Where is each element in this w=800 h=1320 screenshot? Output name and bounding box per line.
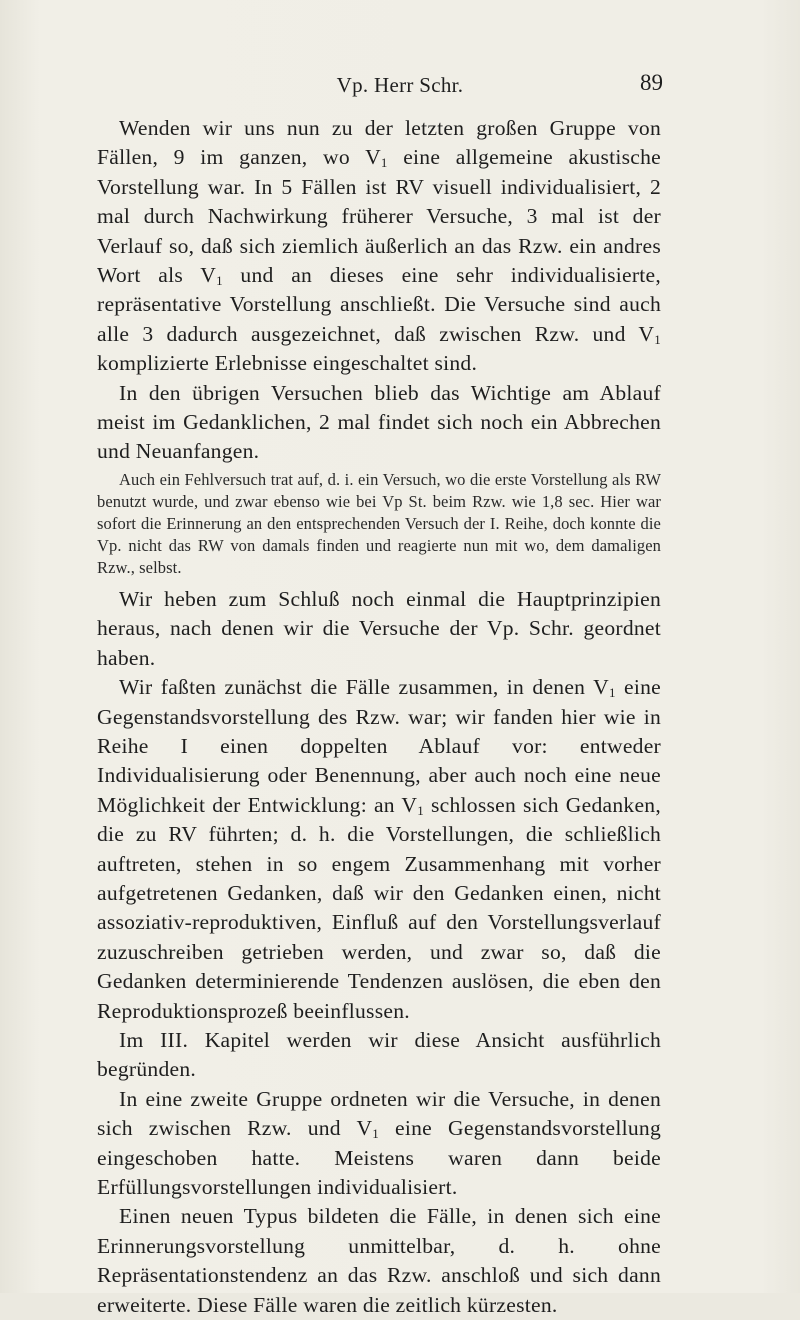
footnote-paragraph [97, 469, 661, 579]
subscript: 1 [417, 802, 425, 818]
text-run: Auch ein Fehlversuch trat auf, d. i. ein Versuch, wo die erste Vorstellung als RW benutzt wurde, und zwar ebenso wie bei Vp St. beim Rzw. wie 1,8 sec. Hier war sofort die Erinnerung an den entsprechenden Versuch der I. Reihe, doch konnte die Vp. nicht das RW von damals finden und reagierte nun mit wo, dem damaligen Rzw., selbst. [97, 469, 661, 577]
text-run: In eine zweite Gruppe ordneten wir die Versuche, in denen sich zwischen Rzw. und V [97, 1086, 661, 1141]
text-run: Im III. Kapitel werden wir diese Ansicht ausführlich begründen. [97, 1027, 661, 1082]
text-run: In den übrigen Versuchen blieb das Wichtige am Ablauf meist im Gedanklichen, 2 mal findet sich noch ein Abbrechen und Neuanfangen. [97, 380, 661, 464]
text-run: schlossen sich Gedanken, die zu RV führten; d. h. die Vorstellungen, die schließlich auftreten, stehen in so engem Zusammenhang mit vorher aufgetretenen Gedanken, daß wir den Gedanken einen, nicht assoziativ-reproduktiven, Einfluß auf den Vorstellungsverlauf zuzuschreiben getrieben werden, und zwar so, daß die Gedanken determinierende Tendenzen auslösen, die eben den Reproduktionsprozeß beeinflussen. [97, 792, 661, 1023]
text-run: eine Gegenstandsvorstellung eingeschoben hatte. Meistens waren dann beide Erfüllungsvorstellungen individualisiert. [97, 1116, 661, 1199]
subscript: 1 [216, 273, 223, 289]
text-run: komplizierte Erlebnisse eingeschaltet sind. [97, 351, 478, 376]
text-run: Wenden wir uns nun zu der letzten großen Gruppe von Fällen, 9 im ganzen, wo V [97, 116, 661, 170]
running-title: Vp. Herr Schr. [336, 73, 464, 97]
text-run: Wir faßten zunächst die Fälle zusammen, in denen V [119, 675, 609, 700]
text-run: Einen neuen Typus bildeten die Fälle, in denen sich eine Erinnerungsvorstellung unmittelbar, d. h. ohne Repräsentationstendenz an das Rzw. anschloß und sich dann erweiterte. Diese Fälle waren die zeitlich kürzesten. [97, 1204, 661, 1317]
body-paragraph [97, 673, 661, 1026]
subscript: 1 [380, 155, 388, 171]
text-run: eine allgemeine akustische Vorstellung war. In 5 Fällen ist RV visuell individualisiert, 2 mal durch Nachwirkung früherer Versuche, 3 mal ist der Verlauf so, daß sich ziemlich äußerlich an das Rzw. ein andres Wort als V [97, 145, 661, 288]
subscript: 1 [608, 685, 616, 701]
body-paragraph [97, 1202, 661, 1320]
page-number: 89 [640, 70, 663, 95]
body-paragraph [97, 1085, 661, 1203]
subscript: 1 [654, 332, 661, 348]
subscript: 1 [372, 1126, 380, 1142]
body-paragraph [97, 114, 661, 379]
text-run: und an dieses eine sehr individualisierte, repräsentative Vorstellung anschließt. Die Versuche sind auch alle 3 dadurch ausgezeichnet, daß zwischen Rzw. und V [97, 263, 661, 346]
text-body [97, 114, 661, 1320]
body-paragraph [97, 1026, 661, 1085]
running-head [0, 70, 800, 100]
body-paragraph [97, 585, 661, 673]
text-run: eine Gegenstandsvorstellung des Rzw. war; wir fanden hier wie in Reihe I einen doppelten Ablauf vor: entweder Individualisierung oder Benennung, aber auch noch eine neue Möglichkeit der Entwicklung: an V [97, 675, 661, 817]
text-run: Wir heben zum Schluß noch einmal die Hauptprinzipien heraus, nach denen wir die Versuche der Vp. Schr. geordnet haben. [97, 586, 661, 670]
body-paragraph [97, 379, 661, 467]
